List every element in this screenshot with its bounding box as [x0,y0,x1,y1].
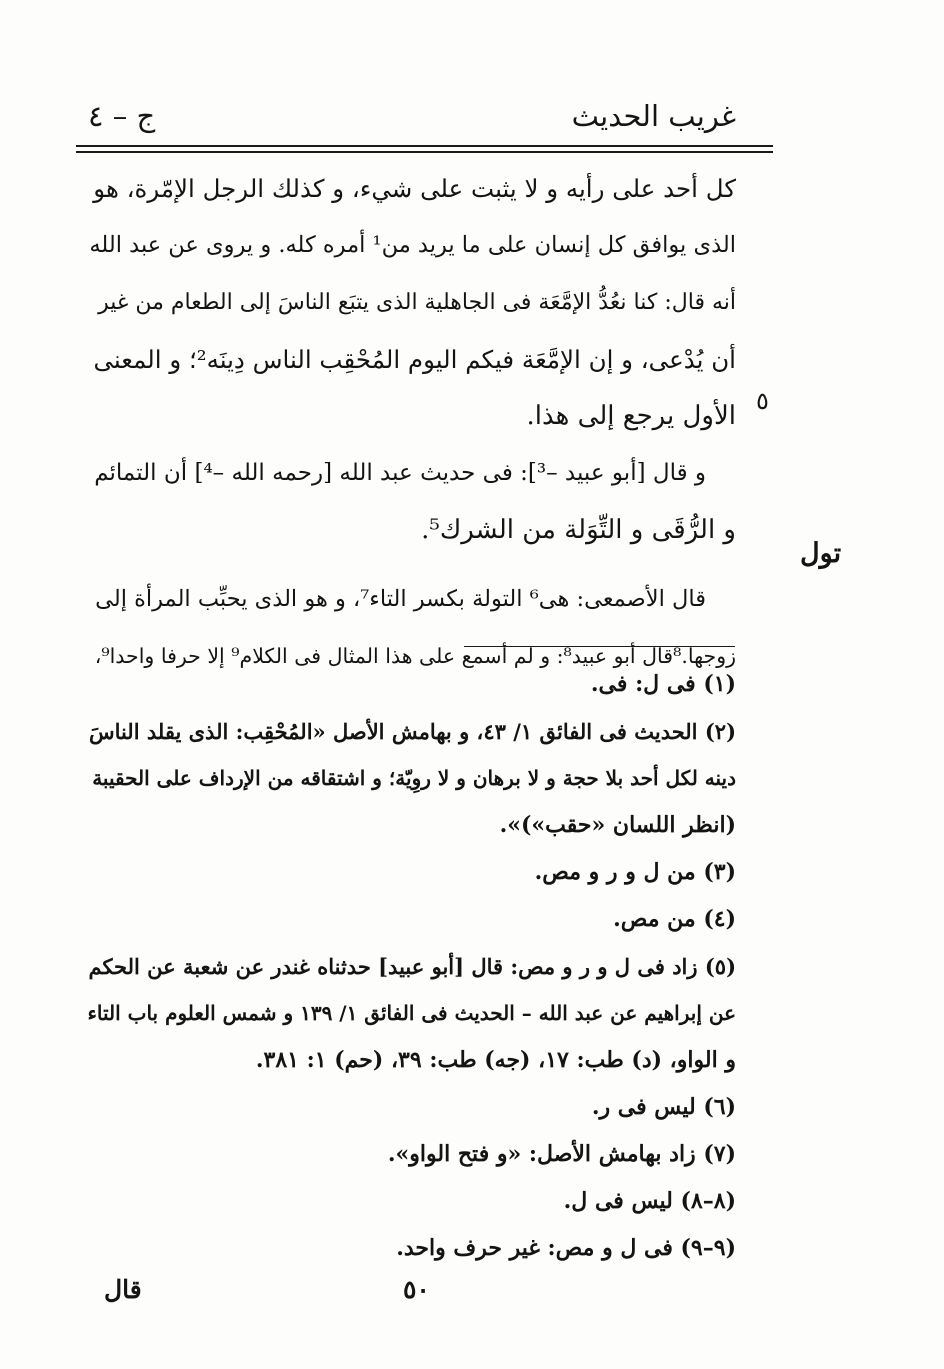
catchword: قال [104,1275,142,1304]
footnote: (٥) زاد فى ل و ر و مص: قال [أبو عبيد] حدثناه غندر عن شعبة عن الحكم [88,954,736,979]
text-line: الذى يوافق كل إنسان على ما يريد من¹ أمره كله. و يروى عن عبد الله [89,232,736,258]
footnotes [86,661,736,1272]
header-rule-second [76,151,773,153]
text-line: الأول يرجع إلى هذا. [526,401,736,431]
line-number: ٥ [756,387,769,415]
text-line: أنه قال: كنا نعُدُّ الإمَّعَة فى الجاهلية الذى يتبَع الناسَ إلى الطعام من غير [98,290,736,315]
paragraph-gap [86,559,736,571]
text-line: زوجها.⁸قال أبو عبيد⁸: و لم أسمع على هذا المثال فى الكلام⁹ إلا حرفا واحدا⁹، [94,644,736,668]
volume-number: ج – ٤ [88,99,156,133]
footnote: (٧) زاد بهامش الأصل: «و فتح الواو». [387,1141,736,1167]
margin-keyword: تول [800,538,842,569]
footnote: (١) فى ل: فى. [590,671,736,697]
footnote-separator [464,646,735,647]
text-line: كل أحد على رأيه و لا يثبت على شيء، و كذلك الرجل الإمّرة، هو [93,174,736,203]
footnote-continuation: عن إبراهيم عن عبد الله – الحديث فى الفائق ١/ ١٣٩ و شمس العلوم باب التاء [87,1001,736,1025]
footnote: (٢) الحديث فى الفائق ١/ ٤٣، و بهامش الأصل «المُحْقِب: الذى يقلد الناسَ [88,719,736,744]
main-text [86,160,736,685]
footnote-continuation: و الواو، (د) طب: ١٧، (جه) طب: ٣٩، (حم) ١: ٣٨١. [255,1047,736,1073]
text-line: و الرُّقَى و التِّوَلة من الشرك⁵. [421,515,736,545]
text-line: قال الأصمعى: هى⁶ التولة بكسر التاء⁷، و هو الذى يحبِّب المرأة إلى [95,586,706,612]
footnote: (٦) ليس فى ر. [591,1094,736,1120]
footnote-continuation: (انظر اللسان «حقب»)». [499,812,736,838]
header-rule [76,145,773,147]
footnote: (٩–٩) فى ل و مص: غير حرف واحد. [396,1235,736,1261]
footnote-continuation: دينه لكل أحد بلا حجة و لا برهان و لا روِيّة؛ و اشتقاقه من الإرداف على الحقيبة [92,766,736,790]
page-number: ٥٠ [403,1275,430,1304]
footnote: (٣) من ل و ر و مص. [534,859,736,885]
running-title: غريب الحديث [571,99,736,133]
footnote: (٤) من مص. [613,906,736,932]
text-line: و قال [أبو عبيد –³]: فى حديث عبد الله [رحمه الله –⁴] أن التمائم [94,460,706,486]
footnote: (٨–٨) ليس فى ل. [563,1188,736,1214]
text-line: أن يُدْعى، و إن الإمَّعَة فيكم اليوم المُحْقِب الناس دِينَه²؛ و المعنى [93,345,736,374]
